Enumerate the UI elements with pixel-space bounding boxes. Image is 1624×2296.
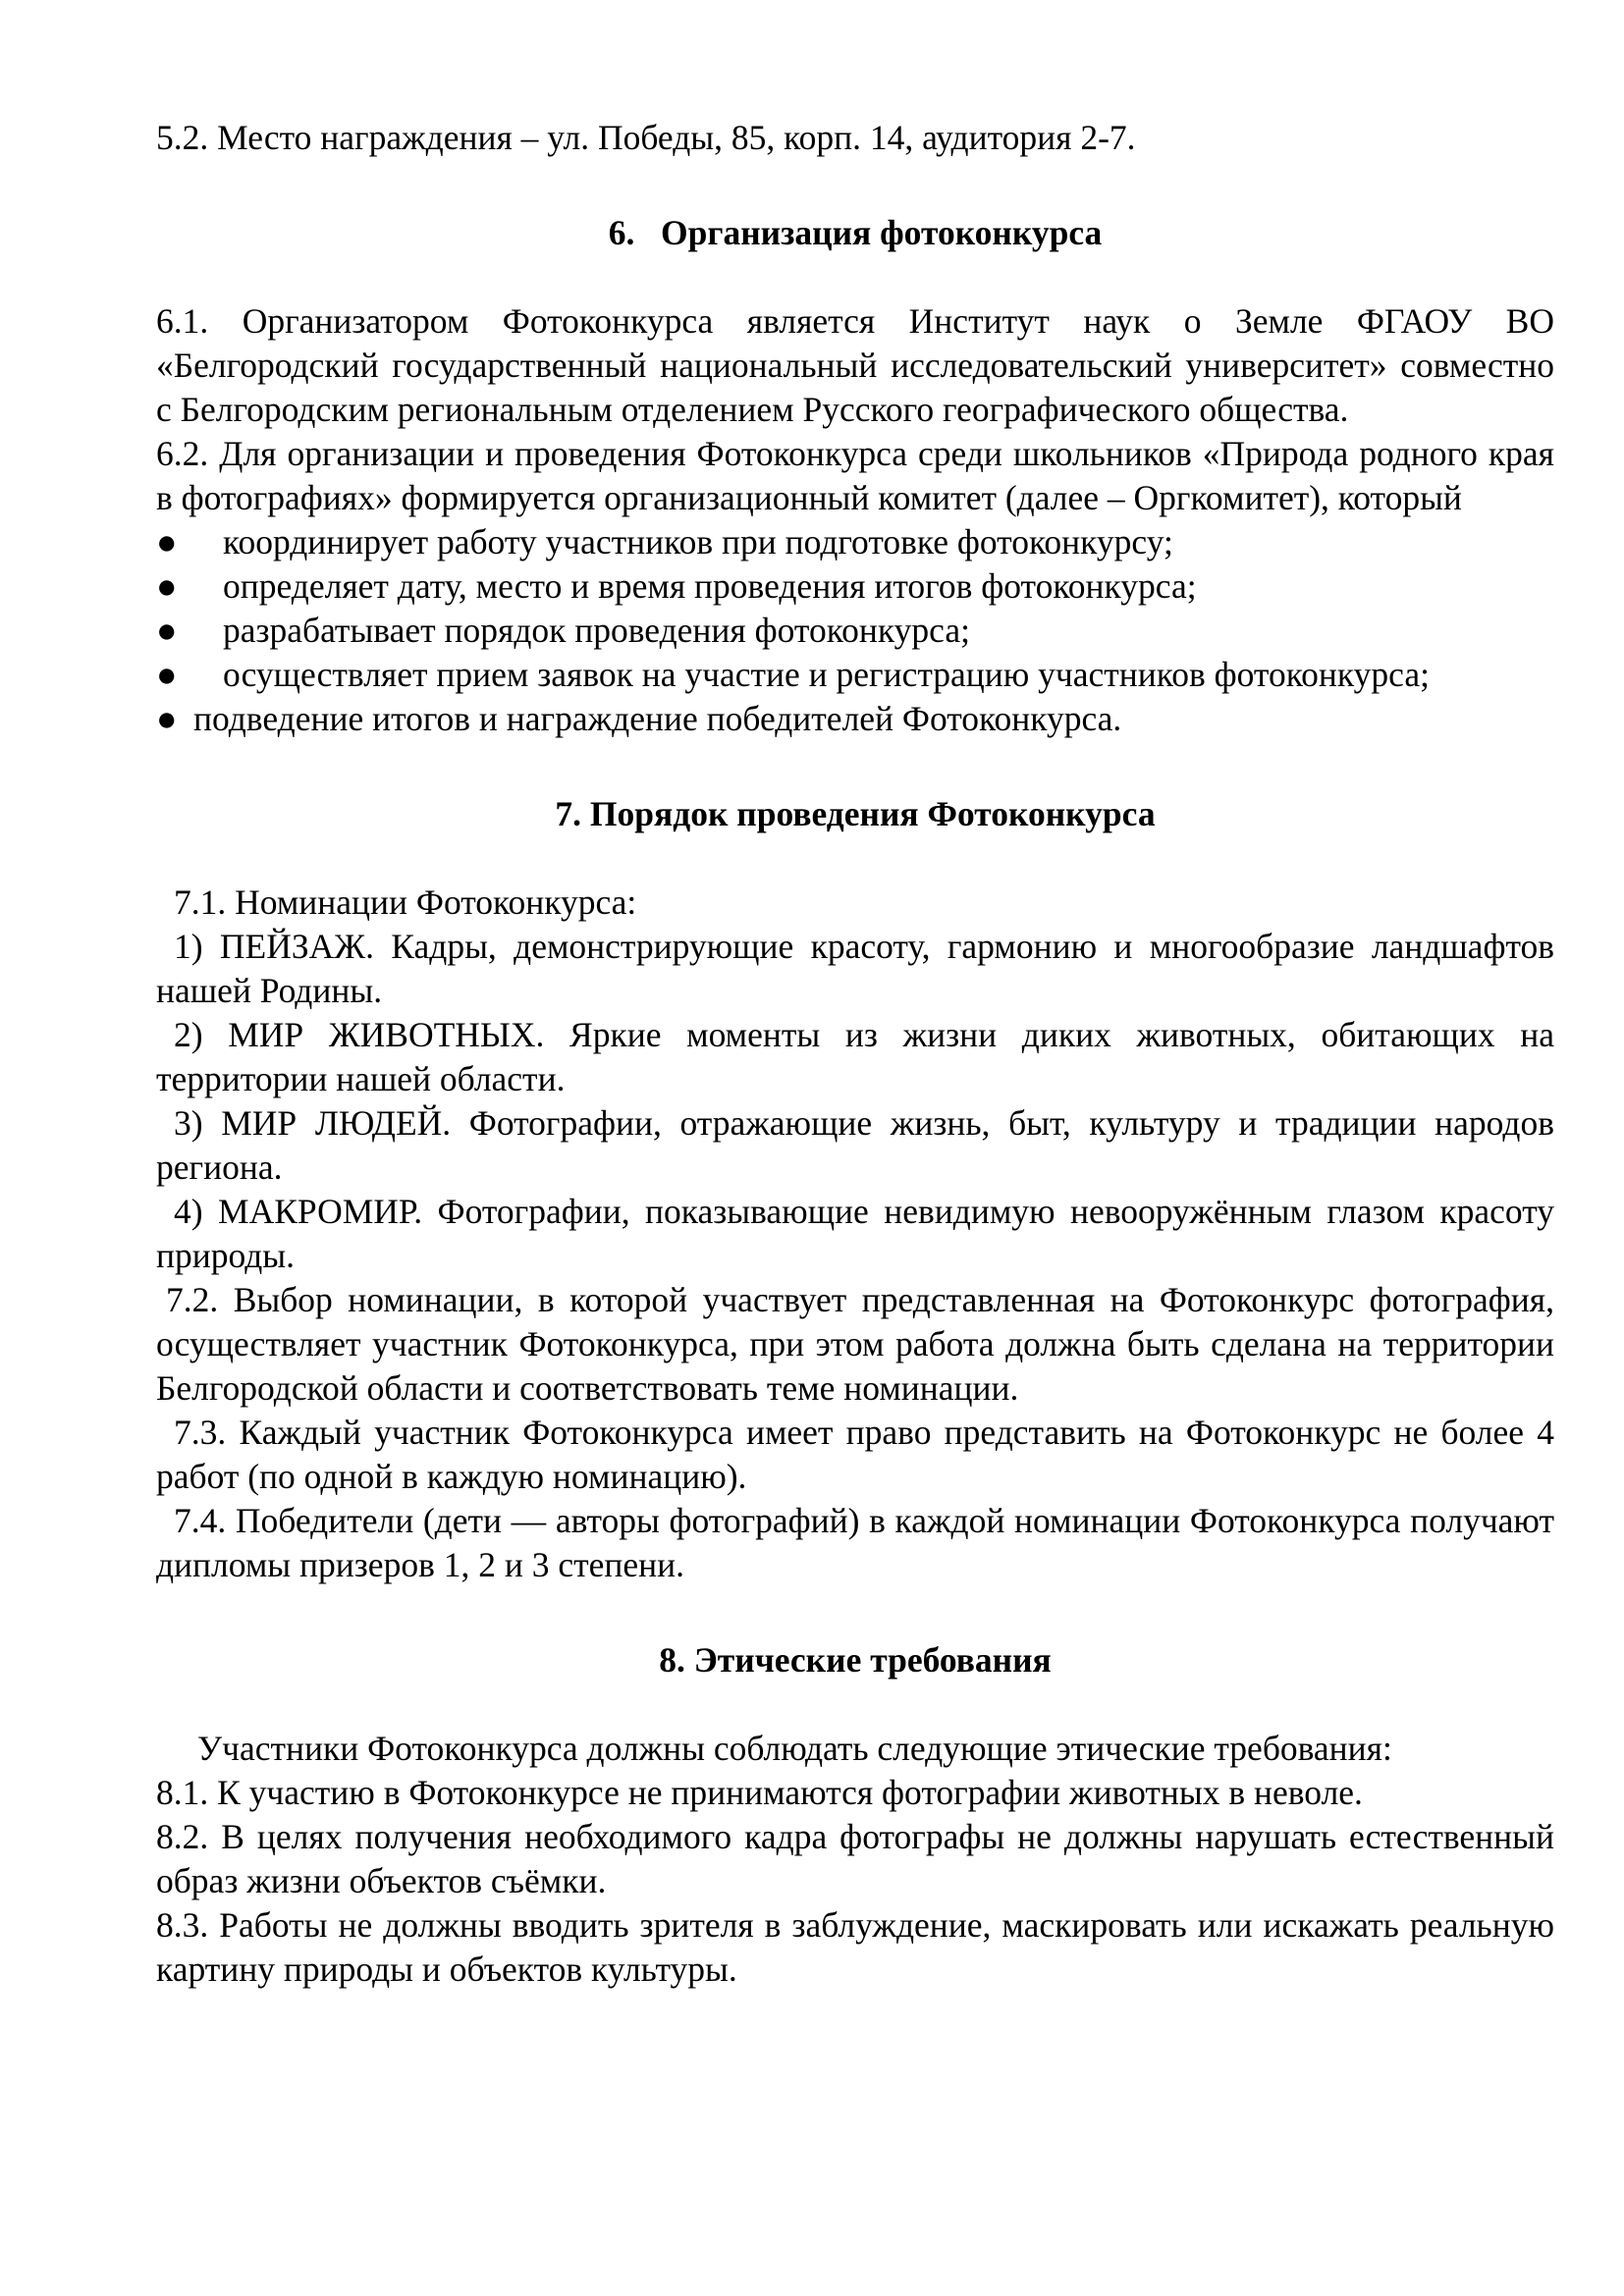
bullet-item — [156, 609, 1554, 653]
paragraph-5-2: 5.2. Место награждения – ул. Победы, 85, корп. 14, аудитория 2-7. — [156, 118, 1136, 157]
bullet-item — [156, 697, 1554, 741]
bullet-icon: ● — [156, 566, 178, 606]
paragraph-7-3: 7.3. Каждый участник Фотоконкурса имеет право представить на Фотоконкурс не более 4 работ (по одной в каждую номинацию). — [156, 1413, 1554, 1496]
bullet-item — [156, 520, 1554, 564]
paragraph-8-1: 8.1. К участию в Фотоконкурсе не принимаются фотографии животных в неволе. — [156, 1773, 1363, 1812]
nomination-item: 4) МАКРОМИР. Фотографии, показывающие невидимую невооружённым глазом красоту природы. — [156, 1192, 1554, 1275]
nomination-item: 3) МИР ЛЮДЕЙ. Фотографии, отражающие жизнь, быт, культуру и традиции народов региона. — [156, 1103, 1554, 1187]
paragraph-7-4: 7.4. Победители (дети — авторы фотографий) в каждой номинации Фотоконкурса получают дипломы призеров 1, 2 и 3 степени. — [156, 1501, 1554, 1584]
bullet-text: разрабатывает порядок проведения фотоконкурса; — [223, 611, 970, 650]
document-page — [156, 116, 1554, 1992]
nomination-item: 1) ПЕЙЗАЖ. Кадры, демонстрирующие красоту, гармонию и многообразие ландшафтов нашей Родины. — [156, 927, 1554, 1010]
bullet-text: подведение итогов и награждение победителей Фотоконкурса. — [193, 699, 1122, 738]
paragraph-7-2: 7.2. Выбор номинации, в которой участвует представленная на Фотоконкурс фотография, осуществляет участник Фотоконкурса, при этом работа должна быть сделана на территории Белгородской области и соответствовать теме номинации. — [156, 1280, 1554, 1408]
section-6-heading: 6. Организация фотоконкурса — [608, 213, 1103, 252]
bullet-text: координирует работу участников при подготовке фотоконкурсу; — [223, 522, 1173, 561]
bullet-text: определяет дату, место и время проведения итогов фотоконкурса; — [223, 566, 1197, 606]
paragraph-8-3: 8.3. Работы не должны вводить зрителя в заблуждение, маскировать или искажать реальную картину природы и объектов культуры. — [156, 1905, 1554, 1989]
bullet-text: осуществляет прием заявок на участие и регистрацию участников фотоконкурса; — [223, 655, 1430, 694]
bullet-icon: ● — [156, 611, 178, 650]
bullet-icon: ● — [156, 655, 178, 694]
paragraph-7-1: 7.1. Номинации Фотоконкурса: — [174, 882, 637, 922]
bullet-icon: ● — [156, 522, 178, 561]
section-7-heading: 7. Порядок проведения Фотоконкурса — [555, 794, 1156, 833]
bullet-item — [156, 653, 1554, 697]
bullet-item — [156, 564, 1554, 609]
section-8-heading: 8. Этические требования — [659, 1640, 1052, 1680]
paragraph-6-2: 6.2. Для организации и проведения Фотоконкурса среди школьников «Природа родного края в фотографиях» формируется организационный комитет (далее – Оргкомитет), который — [156, 434, 1554, 517]
bullet-icon: ● — [156, 699, 178, 738]
nomination-item: 2) МИР ЖИВОТНЫХ. Яркие моменты из жизни диких животных, обитающих на территории нашей области. — [156, 1015, 1554, 1098]
paragraph-8-2: 8.2. В целях получения необходимого кадра фотографы не должны нарушать естественный образ жизни объектов съёмки. — [156, 1817, 1554, 1900]
paragraph-6-1: 6.1. Организатором Фотоконкурса является Институт наук о Земле ФГАОУ ВО «Белгородский государственный национальный исследовательский университет» совместно с Белгородским региональным отделением Русского географического общества. — [156, 301, 1554, 429]
paragraph-8-intro: Участники Фотоконкурса должны соблюдать следующие этические требования: — [197, 1729, 1392, 1768]
